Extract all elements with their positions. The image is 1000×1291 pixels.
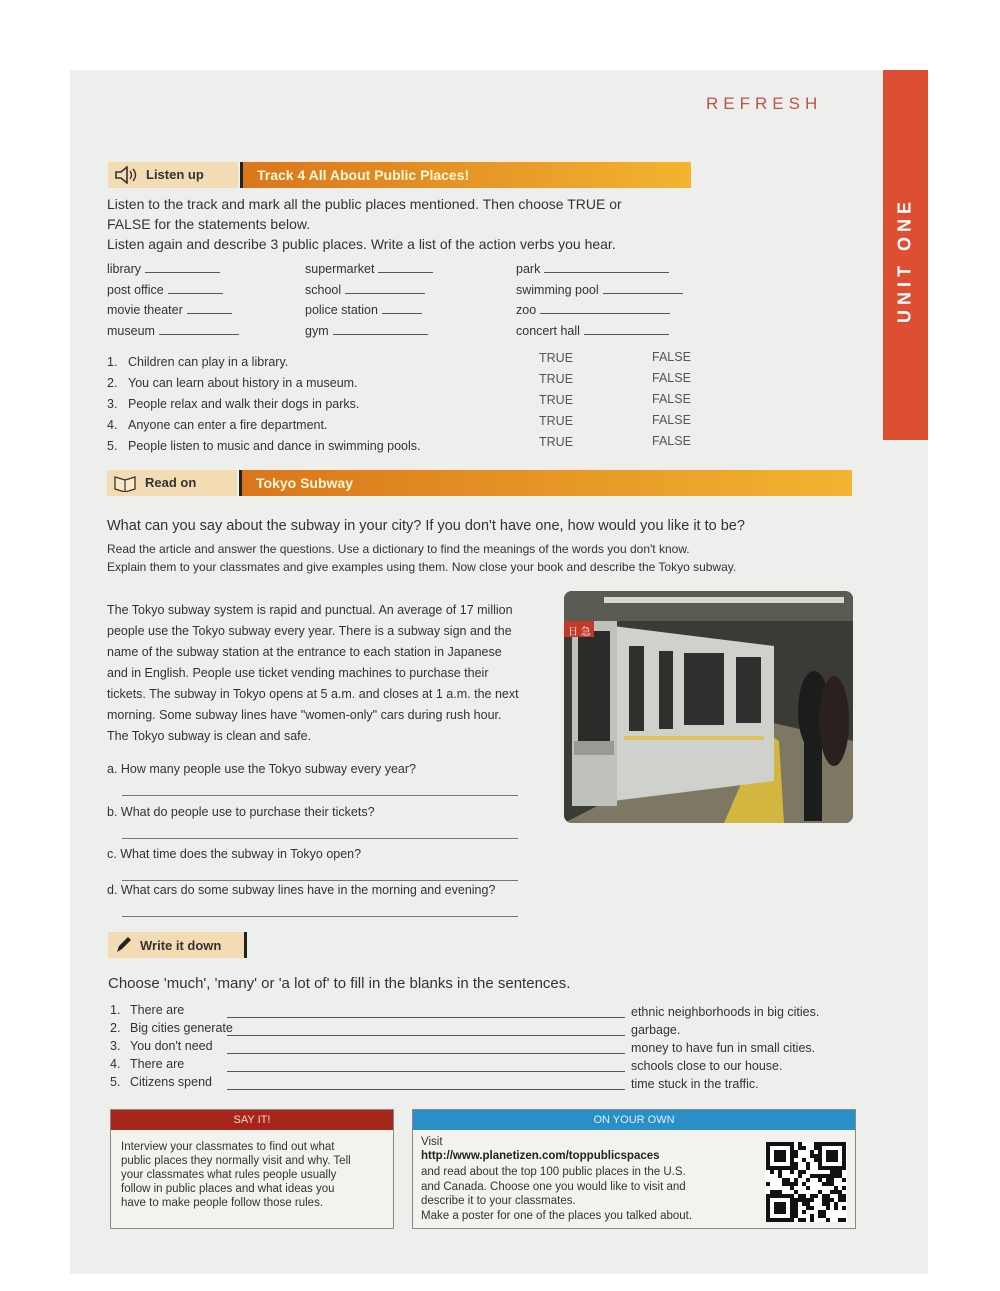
- blank-line[interactable]: [227, 1035, 625, 1036]
- place-label: library: [107, 262, 142, 276]
- article-line: The Tokyo subway is clean and safe.: [107, 729, 312, 743]
- sentence-end: time stuck in the traffic.: [631, 1077, 759, 1091]
- place-item: [305, 324, 428, 338]
- article-line: name of the subway station at the entrance to each station in Japanese: [107, 645, 502, 659]
- place-answer-line[interactable]: [345, 283, 425, 294]
- sentence-start: Citizens spend: [130, 1075, 212, 1089]
- statement-text: People relax and walk their dogs in parks.: [128, 397, 360, 411]
- fill-in-sentence: [110, 1039, 830, 1057]
- place-item: [516, 283, 683, 297]
- say-it-line: public places they normally visit and why. Tell: [121, 1155, 351, 1167]
- place-answer-line[interactable]: [168, 283, 223, 294]
- place-label: movie theater: [107, 303, 183, 317]
- false-option[interactable]: FALSE: [652, 434, 691, 448]
- on-your-own-title: ON YOUR OWN: [413, 1110, 855, 1130]
- place-label: park: [516, 262, 541, 276]
- place-answer-line[interactable]: [584, 324, 669, 335]
- answer-line[interactable]: [122, 879, 518, 881]
- listen-instruction-3: Listen again and describe 3 public places. Write a list of the action verbs you hear.: [107, 236, 616, 252]
- place-label: swimming pool: [516, 283, 599, 297]
- blank-line[interactable]: [227, 1017, 625, 1018]
- statement-number: 4.: [107, 418, 118, 432]
- place-answer-line[interactable]: [544, 262, 669, 273]
- place-label: zoo: [516, 303, 537, 317]
- on-your-own-line: describe it to your classmates.: [421, 1195, 576, 1207]
- read-instruction-2: Explain them to your classmates and give examples using them. Now close your book and describe the Tokyo subway.: [107, 560, 737, 574]
- statement-number: 3.: [107, 397, 118, 411]
- subway-sign: 日 急: [568, 627, 591, 638]
- comprehension-question: d. What cars do some subway lines have in the morning and evening?: [107, 883, 496, 897]
- place-answer-line[interactable]: [333, 324, 428, 335]
- pen-icon: [114, 936, 132, 959]
- listen-up-label: Listen up: [146, 167, 204, 182]
- false-option[interactable]: FALSE: [652, 371, 691, 385]
- fill-in-sentence: [110, 1075, 830, 1093]
- comprehension-question: a. How many people use the Tokyo subway every year?: [107, 762, 416, 776]
- say-it-title: SAY IT!: [111, 1110, 393, 1130]
- read-on-title: Tokyo Subway: [256, 475, 353, 491]
- read-on-header: [107, 470, 852, 496]
- sentence-number: 4.: [110, 1057, 121, 1071]
- fill-in-sentence: [110, 1057, 830, 1075]
- article-line: people use the Tokyo subway every year. There is a subway sign and the: [107, 624, 512, 638]
- article-line: The Tokyo subway system is rapid and punctual. An average of 17 million: [107, 603, 513, 617]
- false-option[interactable]: FALSE: [652, 350, 691, 364]
- sentence-number: 5.: [110, 1075, 121, 1089]
- subway-photo: [564, 591, 853, 823]
- fill-in-sentence: [110, 1003, 830, 1021]
- say-it-line: Interview your classmates to find out what: [121, 1141, 335, 1153]
- true-option[interactable]: TRUE: [539, 414, 574, 428]
- place-item: [516, 303, 670, 317]
- sentence-start: There are: [130, 1057, 185, 1071]
- statement-number: 5.: [107, 439, 118, 453]
- statement-number: 1.: [107, 355, 118, 369]
- say-it-line: your classmates what rules people usually: [121, 1169, 337, 1181]
- read-instruction-1: Read the article and answer the questions. Use a dictionary to find the meanings of the words you don't know.: [107, 542, 690, 556]
- place-answer-line[interactable]: [540, 303, 670, 314]
- sentence-start: You don't need: [130, 1039, 213, 1053]
- say-it-box: [110, 1109, 394, 1229]
- unit-tab-label: UNIT ONE: [894, 196, 915, 324]
- place-item: [305, 262, 433, 276]
- place-item: [107, 262, 220, 276]
- listen-up-title-bar: [240, 162, 691, 188]
- sentence-end: money to have fun in small cities.: [631, 1041, 816, 1055]
- on-your-own-line: and Canada. Choose one you would like to visit and: [421, 1180, 686, 1193]
- sentence-number: 3.: [110, 1039, 121, 1053]
- place-label: museum: [107, 324, 155, 338]
- place-label: gym: [305, 324, 329, 338]
- statement-text: Anyone can enter a fire department.: [128, 418, 328, 432]
- sentence-end: ethnic neighborhoods in big cities.: [631, 1005, 820, 1019]
- place-item: [516, 324, 669, 338]
- blank-line[interactable]: [227, 1053, 625, 1054]
- statement-text: People listen to music and dance in swimming pools.: [128, 439, 421, 453]
- sentence-end: garbage.: [631, 1023, 681, 1037]
- qr-code-icon: [765, 1142, 847, 1227]
- statement-number: 2.: [107, 376, 118, 390]
- place-item: [107, 283, 223, 297]
- answer-line[interactable]: [122, 794, 518, 796]
- place-item: [305, 283, 425, 297]
- statement-text: You can learn about history in a museum.: [128, 376, 358, 390]
- on-your-own-box: [412, 1109, 856, 1229]
- place-answer-line[interactable]: [145, 262, 220, 273]
- sentence-start: There are: [130, 1003, 185, 1017]
- blank-line[interactable]: [227, 1071, 625, 1072]
- place-answer-line[interactable]: [603, 283, 683, 294]
- read-on-title-bar: [239, 470, 852, 496]
- sentence-number: 2.: [110, 1021, 121, 1035]
- read-on-label: Read on: [145, 475, 197, 490]
- answer-line[interactable]: [122, 837, 518, 839]
- listen-instruction-2: FALSE for the statements below.: [107, 216, 311, 232]
- read-question: What can you say about the subway in your city? If you don't have one, how would you like it to be?: [107, 518, 745, 534]
- place-label: police station: [305, 303, 378, 317]
- listen-up-label-box: [108, 162, 238, 188]
- blank-line[interactable]: [227, 1089, 625, 1090]
- say-it-line: have to make people follow those rules.: [121, 1197, 324, 1209]
- true-option[interactable]: TRUE: [539, 435, 574, 449]
- false-option[interactable]: FALSE: [652, 392, 691, 406]
- place-item: [516, 262, 669, 276]
- article-text: [107, 600, 547, 747]
- listen-up-title: Track 4 All About Public Places!: [257, 167, 470, 183]
- write-it-down-header: [108, 932, 247, 958]
- article-line: morning. Some subway lines have "women-only" cars during rush hour.: [107, 708, 502, 722]
- place-label: post office: [107, 283, 164, 297]
- textbook-page: [70, 70, 928, 1274]
- unit-tab: [883, 70, 928, 440]
- false-option[interactable]: FALSE: [652, 413, 691, 427]
- visit-label: Visit: [421, 1136, 443, 1148]
- say-it-line: follow in public places and what ideas you: [121, 1183, 335, 1195]
- on-your-own-text: [421, 1165, 692, 1223]
- book-icon: [113, 474, 137, 496]
- place-item: [107, 324, 239, 338]
- statement-text: Children can play in a library.: [128, 355, 289, 369]
- article-line: tickets. The subway in Tokyo opens at 5 a.m. and closes at 1 a.m. the next: [107, 687, 519, 701]
- listen-up-header: [108, 162, 688, 188]
- place-answer-line[interactable]: [187, 303, 232, 314]
- place-label: supermarket: [305, 262, 375, 276]
- true-option[interactable]: TRUE: [539, 372, 574, 386]
- place-label: concert hall: [516, 324, 580, 338]
- refresh-heading: REFRESH: [706, 94, 823, 113]
- answer-line[interactable]: [122, 915, 518, 917]
- write-instruction: Choose 'much', 'many' or 'a lot of' to fill in the blanks in the sentences.: [108, 975, 571, 992]
- planetizen-link[interactable]: http://www.planetizen.com/toppublicspaces: [421, 1150, 660, 1162]
- article-line: and in English. People use ticket vending machines to purchase their: [107, 666, 489, 680]
- place-answer-line[interactable]: [378, 262, 433, 273]
- place-answer-line[interactable]: [382, 303, 422, 314]
- place-item: [107, 303, 232, 317]
- sentence-end: schools close to our house.: [631, 1059, 783, 1073]
- true-option[interactable]: TRUE: [539, 393, 574, 407]
- read-on-label-box: [107, 470, 237, 496]
- place-answer-line[interactable]: [159, 324, 239, 335]
- listen-instruction-1: Listen to the track and mark all the public places mentioned. Then choose TRUE or: [107, 196, 622, 212]
- true-option[interactable]: TRUE: [539, 351, 574, 365]
- say-it-text: [111, 1130, 393, 1210]
- on-your-own-line: and read about the top 100 public places in the U.S.: [421, 1166, 686, 1178]
- place-item: [305, 303, 422, 317]
- place-label: school: [305, 283, 342, 297]
- fill-in-sentence: [110, 1021, 830, 1039]
- sentence-number: 1.: [110, 1003, 121, 1017]
- comprehension-question: b. What do people use to purchase their tickets?: [107, 805, 375, 819]
- write-it-down-label: Write it down: [140, 938, 222, 953]
- on-your-own-line: Make a poster for one of the places you talked about.: [421, 1209, 693, 1222]
- speaker-icon: [114, 166, 138, 188]
- comprehension-question: c. What time does the subway in Tokyo open?: [107, 847, 362, 861]
- sentence-start: Big cities generate: [130, 1021, 233, 1035]
